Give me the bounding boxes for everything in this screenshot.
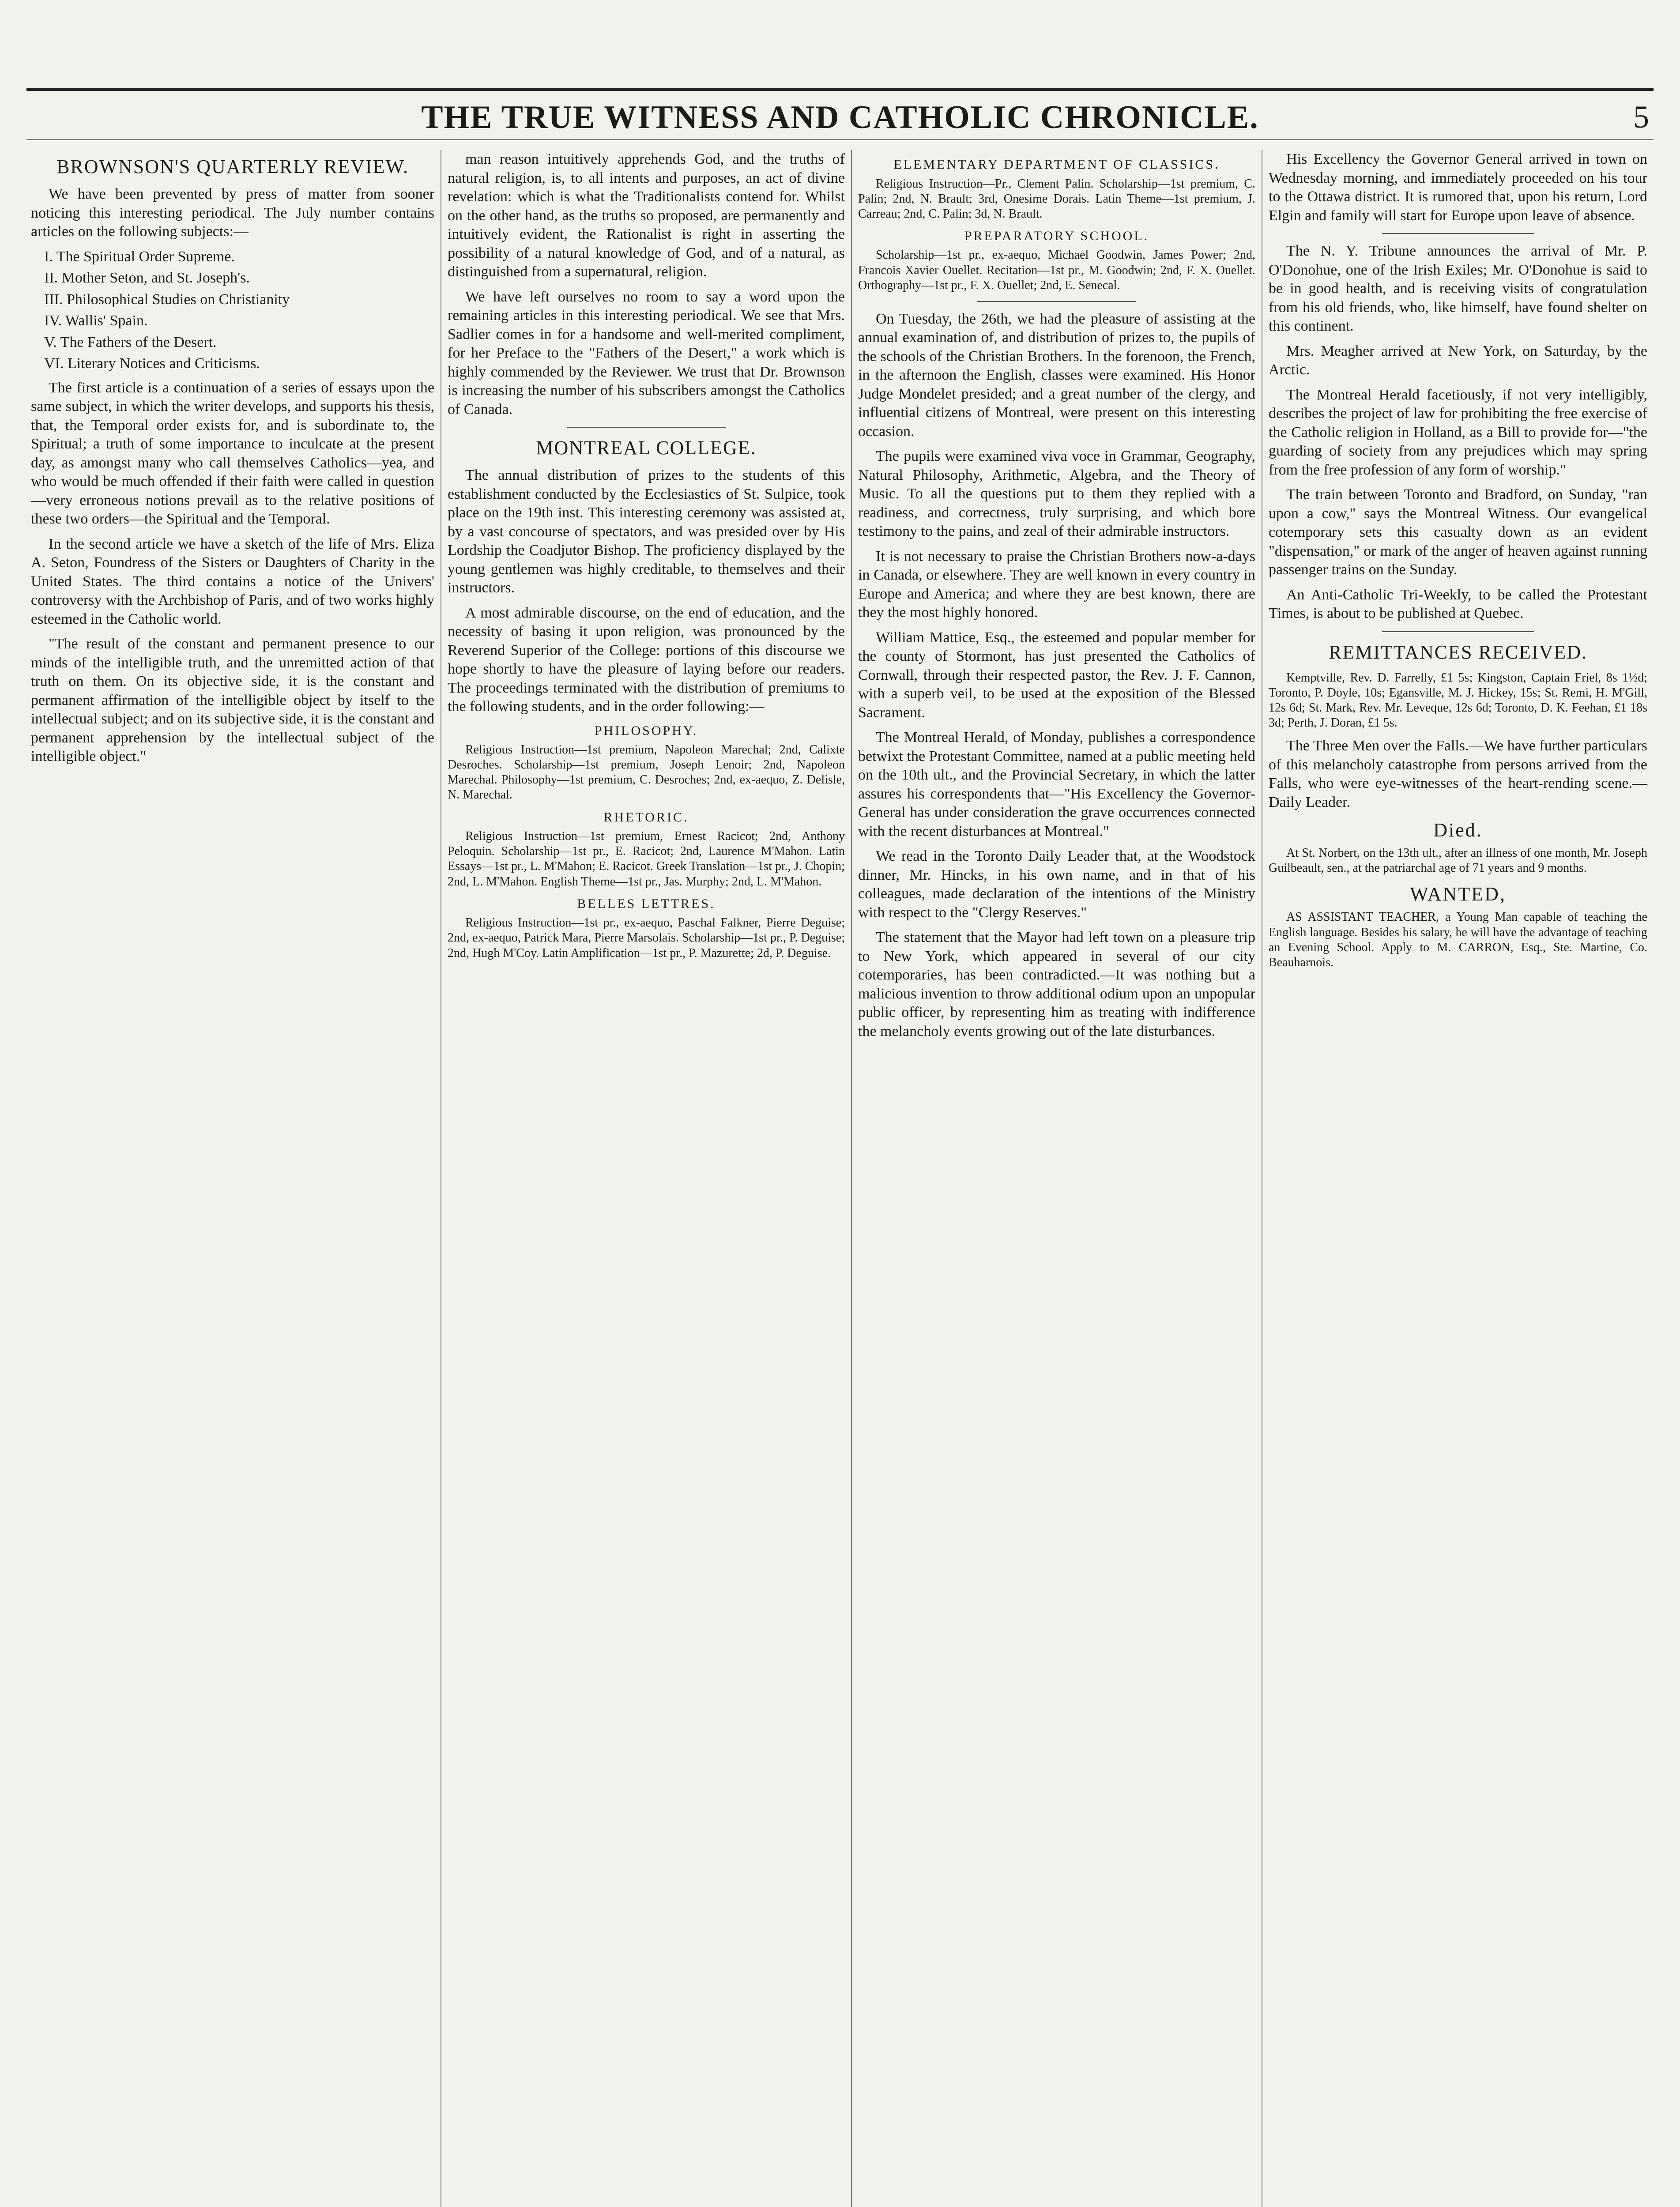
column-2 [441,150,852,2207]
section-heading: BELLES LETTRES. [577,896,716,911]
wanted-notice [1269,882,1647,970]
died-notice [1269,818,1647,876]
page-number: 5 [1633,99,1649,135]
paragraph: We read in the Toronto Daily Leader that, at the Woodstock dinner, Mr. Hincks, in his own name, and in that of his colleagues, made declaration of the intentions of the Ministry with respect to the "Clergy Reserves." [858,848,1255,921]
list-item: V. The Fathers of the Desert. [44,334,217,350]
paragraph: man reason intuitively apprehends God, and the truths of natural religion, is, to all intents and purposes, an act of divine revelation: which is what the Traditionalists contend for. Whilst on the other hand, as the truths so proposed, are permanently and intuitively evident, the Rationalist is right in asserting the possibility of a natural knowledge of God, and of a natural, as distinguished from a supernatural, religion. [448,151,845,280]
paragraph: A most admirable discourse, on the end of education, and the necessity of basing it upon religion, was pronounced by the Reverend Superior of the College: portions of this discourse we hope shortly to have the pleasure of laying before our readers. The proceedings terminated with the distribution of premiums to the following students, and in the order following:— [448,604,845,715]
section-heading: PHILOSOPHY. [594,723,698,738]
prize-list: Religious Instruction—1st premium, Napoleon Marechal; 2nd, Calixte Desroches. Scholarship—1st premium, Joseph Lenoir; 2nd, Napoleon Marechal. Philosophy—1st premium, C. Desroches; 2nd, ex-aequo, Z. Delisle, N. Marechal. [448,743,845,802]
columns [31,150,1654,2207]
paragraph: In the second article we have a sketch of the life of Mrs. Eliza A. Seton, Foundress of the Sisters or Daughters of Charity in the United States. The third contains a notice of the Univers' controversy with the Archbishop of Paris, and of two works highly esteemed in the Catholic world. [31,535,434,627]
divider [567,427,726,428]
paragraph: Mrs. Meagher arrived at New York, on Saturday, by the Arctic. [1269,343,1647,378]
section-heading: Died. [1433,819,1483,841]
paragraph: On Tuesday, the 26th, we had the pleasure of assisting at the annual examination of, and distribution of prizes to, the pupils of the schools of the Christian Brothers. In the forenoon, the French, in the afternoon the English, classes were examined. His Honor Judge Mondelet presided; and a great number of the clergy, and influential citizens of Montreal, were present on this interesting occasion. [858,310,1255,440]
article-heading: MONTREAL COLLEGE. [536,437,757,459]
paragraph: The annual distribution of prizes to the students of this establishment conducted by the Ecclesiastics of St. Sulpice, took place on the 19th inst. This interesting ceremony was assisted at, by a vast concourse of spectators, and was presided over by His Lordship the Coadjutor Bishop. The proficiency displayed by the young gentlemen was highly creditable, to themselves and their instructors. [448,467,845,596]
paragraph: The Three Men over the Falls.—We have further particulars of this melancholy catastrophe from persons arrived from the Falls, who were eye-witnesses of the heart-rending scene.—Daily Leader. [1269,738,1647,810]
masthead [26,88,1654,141]
remittance-list: Kemptville, Rev. D. Farrelly, £1 5s; Kingston, Captain Friel, 8s 1½d; Toronto, P. Doyle, 10s; Egansville, M. J. Hickey, 15s; St. Remi, H. M'Gill, 12s 6d; St. Mark, Rev. Mr. Leveque, 12s 6d; Toronto, D. K. Feehan, £1 18s 3d; Perth, J. Doran, £1 5s. [1269,670,1647,730]
divider [1382,631,1533,632]
list-item: III. Philosophical Studies on Christianity [44,291,290,308]
column-4 [1262,150,1654,2207]
paragraph: It is not necessary to praise the Christian Brothers now-a-days in Canada, or elsewhere. They are well known in every country in Europe and America; and where they are best known, there are they the most highly honored. [858,548,1255,621]
paragraph: "The result of the constant and permanent presence to our minds of the intelligible truth, and the unremitted action of that truth on them. On its objective side, it is the constant and permanent affirmation of the intelligible object by itself to the intellectual subject; and on its subjective side, it is the constant and permanent apprehension by the intellectual subject of the intelligible object." [31,636,434,765]
paragraph: The Montreal Herald facetiously, if not very intelligibly, describes the project of law for prohibiting the free exercise of the Catholic religion in Holland, as a Bill to provide for—"the guarding of society from any prejudices which may spring from the free profession of any form of worship." [1269,386,1647,478]
column-3 [852,150,1262,2207]
paragraph: The statement that the Mayor had left town on a pleasure trip to New York, which appeared in several of our city cotemporaries, has been contradicted.—It was nothing but a malicious invention to throw additional odium upon an unpopular public officer, by representing him as treating with indifference the melancholy events growing out of the late disturbances. [858,929,1255,1039]
prize-list: Religious Instruction—Pr., Clement Palin. Scholarship—1st premium, C. Palin; 2nd, N. Brault; 3rd, Onesime Dorais. Latin Theme—1st premium, J. Carreau; 2nd, C. Palin; 3d, N. Brault. [858,177,1255,221]
paragraph: AS ASSISTANT TEACHER, a Young Man capable of teaching the English language. Besides his salary, he will have the advantage of teaching an Evening School. Apply to M. CARRON, Esq., Ste. Martine, Co. Beauharnois. [1269,910,1647,969]
paragraph: The Montreal Herald, of Monday, publishes a correspondence betwixt the Protestant Committee, named at a public meeting held on the 10th ult., and the Provincial Secretary, in which the latter assures his correspondents that—"His Excellency the Governor-General has under consideration the grave occurrences connected with the recent disturbances at Montreal." [858,729,1255,840]
list-item: IV. Wallis' Spain. [44,313,148,329]
divider [977,301,1136,302]
newspaper-title: THE TRUE WITNESS AND CATHOLIC CHRONICLE. [421,99,1259,136]
column-1 [31,150,441,2207]
divider [1382,233,1533,234]
paragraph: The first article is a continuation of a series of essays upon the same subject, in which the writer develops, and supports his thesis, that, the Temporal order exists for, and is subordinate to, the Spiritual; a truth of some importance to inculcate at the present day, as amongst many who call themselves Catholics—yea, and who would be much offended if their faith were called in question—very erroneous notions prevail as to the relative positions of these two orders—the Spiritual and the Temporal. [31,379,434,527]
paragraph: William Mattice, Esq., the esteemed and popular member for the county of Stormont, has just presented the Catholics of Cornwall, through their respected pastor, the Rev. J. F. Cannon, with a superb veil, to be used at the exposition of the Blessed Sacrament. [858,629,1255,721]
list-item: II. Mother Seton, and St. Joseph's. [44,270,250,286]
paragraph: We have been prevented by press of matter from sooner noticing this interesting periodical. The July number contains articles on the following subjects:— [31,186,434,240]
paragraph: At St. Norbert, on the 13th ult., after an illness of one month, Mr. Joseph Guilbeault, sen., at the patriarchal age of 71 years and 9 months. [1269,846,1647,875]
section-heading: ELEMENTARY DEPARTMENT OF CLASSICS. [893,157,1220,172]
list-item: VI. Literary Notices and Criticisms. [44,355,260,372]
paragraph: The pupils were examined viva voce in Grammar, Geography, Natural Philosophy, Arithmetic, Algebra, and the Theory of Music. To all the questions put to them they replied with a readiness, and correctness, truly surprising, and which bore testimony to the pains, and zeal of their admirable instructors. [858,448,1255,540]
article-heading: REMITTANCES RECEIVED. [1328,641,1587,663]
section-heading: RHETORIC. [603,810,689,825]
section-heading: PREPARATORY SCHOOL. [964,228,1149,243]
prize-list: Scholarship—1st pr., ex-aequo, Michael Goodwin, James Power; 2nd, Francois Xavier Ouellet. Recitation—1st pr., M. Goodwin; 2nd, F. X. Ouellet. Orthography—1st pr., F. X. Ouellet; 2nd, E. Senecal. [858,248,1255,292]
paragraph: The N. Y. Tribune announces the arrival of Mr. P. O'Donohue, one of the Irish Exiles; Mr. O'Donohue is said to be in good health, and is receiving visits of congratulation from his old friends, who, like himself, have found shelter on this continent. [1269,243,1647,334]
paragraph: The train between Toronto and Bradford, on Sunday, "ran upon a cow," says the Montreal Witness. Our evangelical cotemporary sets this casualty down as an evident "dispensation," or mark of the anger of heaven against running passenger trains on the Sunday. [1269,486,1647,578]
section-heading: WANTED, [1410,883,1506,905]
paragraph: We have left ourselves no room to say a word upon the remaining articles in this interesting periodical. We see that Mrs. Sadlier comes in for a handsome and well-merited compliment, for her Preface to the "Fathers of the Desert," a work which is highly commended by the Reviewer. We trust that Dr. Brownson is increasing the number of his subscribers amongst the Catholics of Canada. [448,288,845,418]
list-item: I. The Spiritual Order Supreme. [44,248,235,265]
prize-list: Religious Instruction—1st premium, Ernest Racicot; 2nd, Anthony Peloquin. Scholarship—1st pr., E. Racicot; 2nd, Laurence M'Mahon. Latin Essays—1st pr., L. M'Mahon; E. Racicot. Greek Translation—1st pr., J. Chopin; 2nd, L. M'Mahon. English Theme—1st pr., Jas. Murphy; 2nd, L. M'Mahon. [448,829,845,889]
article-heading: BROWNSON'S QUARTERLY REVIEW. [57,156,409,177]
subject-list [44,248,434,373]
paragraph: His Excellency the Governor General arrived in town on Wednesday morning, and immediately proceeded on his tour to the Ottawa district. It is rumored that, upon his return, Lord Elgin and family will start for Europe upon leave of absence. [1269,151,1647,224]
paragraph: An Anti-Catholic Tri-Weekly, to be called the Protestant Times, is about to be published at Quebec. [1269,586,1647,621]
prize-list: Religious Instruction—1st pr., ex-aequo, Paschal Falkner, Pierre Deguise; 2nd, ex-aequo, Patrick Mara, Pierre Marsolais. Scholarship—1st pr., P. Deguise; 2nd, Hugh M'Coy. Latin Amplification—1st pr., P. Mazurette; 2d, P. Deguise. [448,916,845,960]
